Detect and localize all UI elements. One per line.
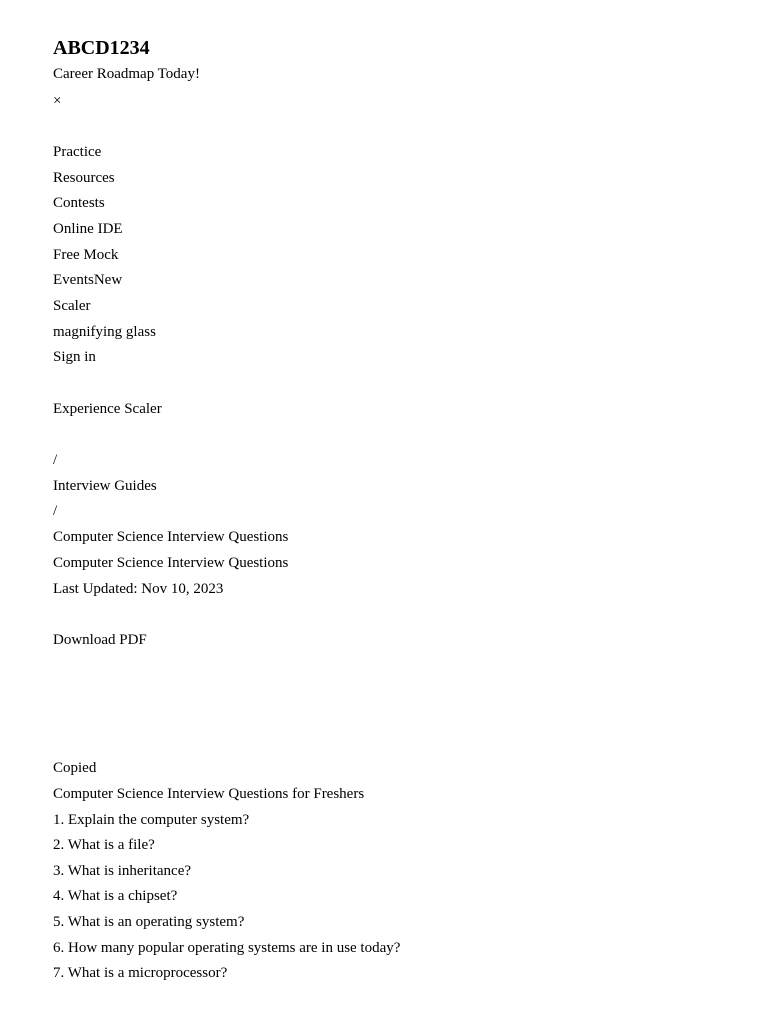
toc-item[interactable]: 7. What is a microprocessor?: [53, 965, 228, 981]
last-updated: Last Updated: Nov 10, 2023: [53, 581, 224, 597]
nav-item-events[interactable]: EventsNew: [53, 272, 123, 288]
toc-item[interactable]: 1. Explain the computer system?: [53, 812, 250, 828]
nav-item-contests[interactable]: Contests: [53, 195, 105, 211]
copied-status: Copied: [53, 760, 97, 776]
toc-item[interactable]: 4. What is a chipset?: [53, 888, 178, 904]
close-icon[interactable]: ×: [53, 93, 62, 109]
tagline: Career Roadmap Today!: [53, 66, 200, 82]
toc-item[interactable]: 5. What is an operating system?: [53, 914, 245, 930]
search-icon[interactable]: magnifying glass: [53, 324, 156, 340]
breadcrumb-interview-guides[interactable]: Interview Guides: [53, 478, 157, 494]
brand-logo[interactable]: ABCD1234: [53, 37, 150, 59]
sign-in-button[interactable]: Sign in: [53, 349, 96, 365]
nav-item-resources[interactable]: Resources: [53, 170, 115, 186]
nav-item-online-ide[interactable]: Online IDE: [53, 221, 123, 237]
toc-item[interactable]: 3. What is inheritance?: [53, 863, 192, 879]
toc-item[interactable]: 6. How many popular operating systems are in use today?: [53, 940, 401, 956]
download-pdf-button[interactable]: Download PDF: [53, 632, 147, 648]
nav-item-free-mock[interactable]: Free Mock: [53, 247, 119, 263]
page-title: Computer Science Interview Questions: [53, 555, 289, 571]
nav-item-practice[interactable]: Practice: [53, 144, 102, 160]
breadcrumb-current-page[interactable]: Computer Science Interview Questions: [53, 529, 289, 545]
breadcrumb-separator: /: [53, 503, 58, 519]
experience-scaler-button[interactable]: Experience Scaler: [53, 401, 162, 417]
nav-item-scaler[interactable]: Scaler: [53, 298, 91, 314]
toc-item[interactable]: 2. What is a file?: [53, 837, 155, 853]
toc-section-title[interactable]: Computer Science Interview Questions for Freshers: [53, 786, 365, 802]
breadcrumb-separator: /: [53, 452, 58, 468]
